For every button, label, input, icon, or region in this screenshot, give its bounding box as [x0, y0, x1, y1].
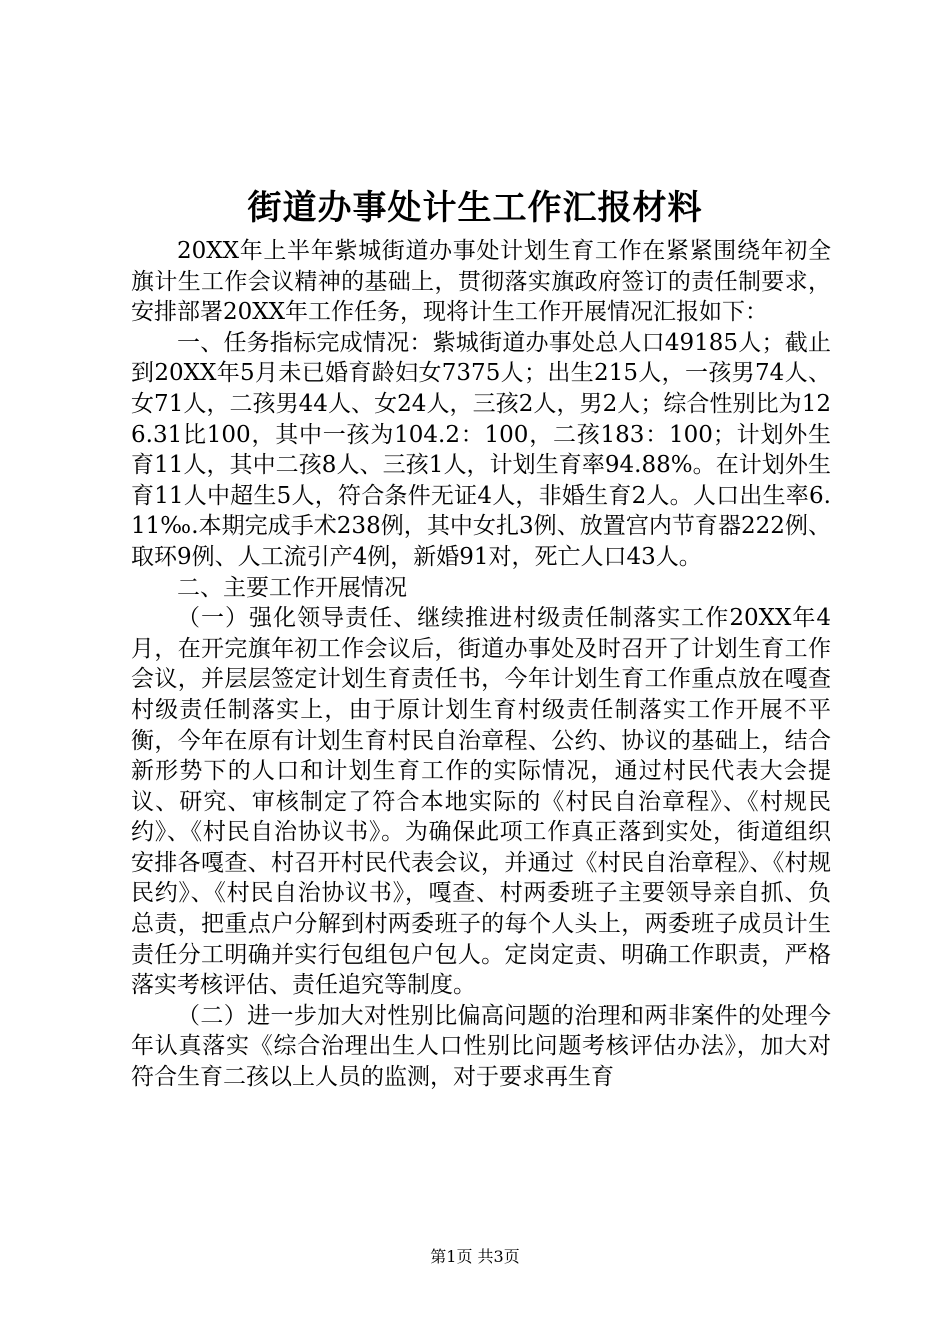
paragraph-sex-ratio-governance: （二）进一步加大对性别比偏高问题的治理和两非案件的处理今年认真落实《综合治理出生人口性别比问题考核评估办法》，加大对符合生育二孩以上人员的监测，对于要求再生育 — [131, 1002, 831, 1091]
paragraph-task-indicators: 一、任务指标完成情况：紫城街道办事处总人口49185人；截止到20XX年5月未已婚育龄妇女7375人；出生215人，一孩男74人、女71人，二孩男44人、女24人，三孩2人，男2人；综合性别比为126.31比100，其中一孩为104.2：100，二孩183：100；计划外生育11人，其中二孩8人、三孩1人，计划生育率94.88%。在计划外生育11人中超生5人，符合条件无证4人，非婚生育2人。人口出生率6.11‰.本期完成手术238例，其中女扎3例、放置宫内节育器222例、取环9例、人工流引产4例，新婚91对，死亡人口43人。 — [131, 329, 831, 570]
paragraph-leadership-responsibility: （一）强化领导责任、继续推进村级责任制落实工作20XX年4月，在开完旗年初工作会议后，街道办事处及时召开了计划生育工作会议，并层层签定计划生育责任书，今年计划生育工作重点放在嘎查村级责任制落实上，由于原计划生育村级责任制落实工作开展不平衡，今年在原有计划生育村民自治章程、公约、协议的基础上，结合新形势下的人口和计划生育工作的实际情况，通过村民代表大会提议、研究、审核制定了符合本地实际的《村民自治章程》、《村规民约》、《村民自治协议书》。为确保此项工作真正落到实处，街道组织安排各嘎查、村召开村民代表会议，并通过《村民自治章程》、《村规民约》、《村民自治协议书》，嘎查、村两委班子主要领导亲自抓、负总责，把重点户分解到村两委班子的每个人头上，两委班子成员计生责任分工明确并实行包组包户包人。定岗定责、明确工作职责，严格落实考核评估、责任追究等制度。 — [131, 605, 831, 999]
section-heading-main-work: 二、主要工作开展情况 — [177, 574, 407, 601]
paragraph-intro: 20XX年上半年紫城街道办事处计划生育工作在紧紧围绕年初全旗计生工作会议精神的基础上，贯彻落实旗政府签订的责任制要求，安排部署20XX年工作任务，现将计生工作开展情况汇报如下： — [131, 238, 831, 326]
page-footer: 第1页 共3页 — [430, 1247, 520, 1266]
document-title: 街道办事处计生工作汇报材料 — [247, 188, 703, 228]
document-body — [131, 236, 831, 1093]
